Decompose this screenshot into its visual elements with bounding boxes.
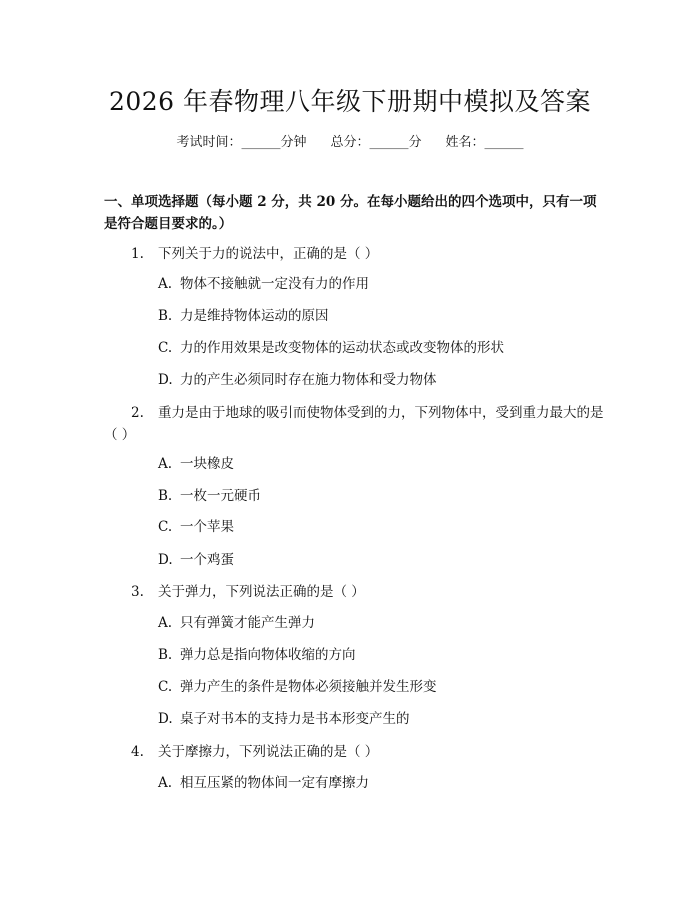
option-text: 一个苹果 <box>180 519 234 535</box>
exam-info <box>0 131 700 150</box>
option-text: 一个鸡蛋 <box>180 552 234 568</box>
option-letter: A. <box>158 775 173 791</box>
option-letter: A. <box>158 615 173 631</box>
option-text: 物体不接触就一定没有力的作用 <box>180 276 369 292</box>
option-3c <box>158 677 437 697</box>
option-text: 只有弹簧才能产生弹力 <box>180 615 315 631</box>
question-number: 2. <box>131 405 144 421</box>
question-text: 下列关于力的说法中，正确的是（ ） <box>158 246 379 262</box>
option-text: 桌子对书本的支持力是书本形变产生的 <box>180 711 410 727</box>
option-letter: D. <box>158 372 173 388</box>
option-1b <box>158 306 329 326</box>
section-heading: 一、单项选择题（每小题 2 分，共 20 分。在每小题给出的四个选项中，只有一项是符合题目要求的。） <box>104 194 597 232</box>
option-letter: A. <box>158 276 173 292</box>
question-1 <box>104 243 604 265</box>
question-number: 4. <box>131 744 144 760</box>
page-title: 2026 年春物理八年级下册期中模拟及答案 <box>108 87 592 116</box>
option-letter: B. <box>158 308 173 324</box>
option-letter: C. <box>158 519 173 535</box>
student-name: 姓名：______ <box>445 135 524 150</box>
option-letter: B. <box>158 488 173 504</box>
option-3a <box>158 613 315 633</box>
option-text: 弹力总是指向物体收缩的方向 <box>180 647 356 663</box>
option-text: 力的产生必须同时存在施力物体和受力物体 <box>180 372 437 388</box>
exam-score: 总分：______分 <box>330 135 422 150</box>
option-1d <box>158 370 437 390</box>
question-4 <box>104 741 604 763</box>
question-number: 1. <box>131 246 144 262</box>
option-2c <box>158 517 234 537</box>
question-text: 关于弹力，下列说法正确的是（ ） <box>158 584 365 600</box>
exam-time: 考试时间：______分钟 <box>176 135 307 150</box>
option-2b <box>158 486 261 506</box>
option-letter: C. <box>158 340 173 356</box>
option-text: 一块橡皮 <box>180 456 234 472</box>
option-letter: B. <box>158 647 173 663</box>
option-text: 一枚一元硬币 <box>180 488 261 504</box>
option-text: 力是维持物体运动的原因 <box>180 308 329 324</box>
option-letter: D. <box>158 552 173 568</box>
option-letter: D. <box>158 711 173 727</box>
option-text: 相互压紧的物体间一定有摩擦力 <box>180 775 369 791</box>
option-3b <box>158 645 356 665</box>
option-3d <box>158 709 410 729</box>
option-letter: C. <box>158 679 173 695</box>
question-3 <box>104 581 604 603</box>
option-4a <box>158 773 369 793</box>
question-text: 重力是由于地球的吸引而使物体受到的力，下列物体中，受到重力最大的是（ ） <box>104 405 604 443</box>
option-text: 弹力产生的条件是物体必须接触并发生形变 <box>180 679 437 695</box>
option-letter: A. <box>158 456 173 472</box>
option-2a <box>158 454 234 474</box>
option-1a <box>158 274 369 294</box>
question-2 <box>104 402 604 446</box>
option-text: 力的作用效果是改变物体的运动状态或改变物体的形状 <box>180 340 504 356</box>
question-text: 关于摩擦力，下列说法正确的是（ ） <box>158 744 379 760</box>
question-number: 3. <box>131 584 144 600</box>
option-1c <box>158 338 504 358</box>
option-2d <box>158 550 234 570</box>
